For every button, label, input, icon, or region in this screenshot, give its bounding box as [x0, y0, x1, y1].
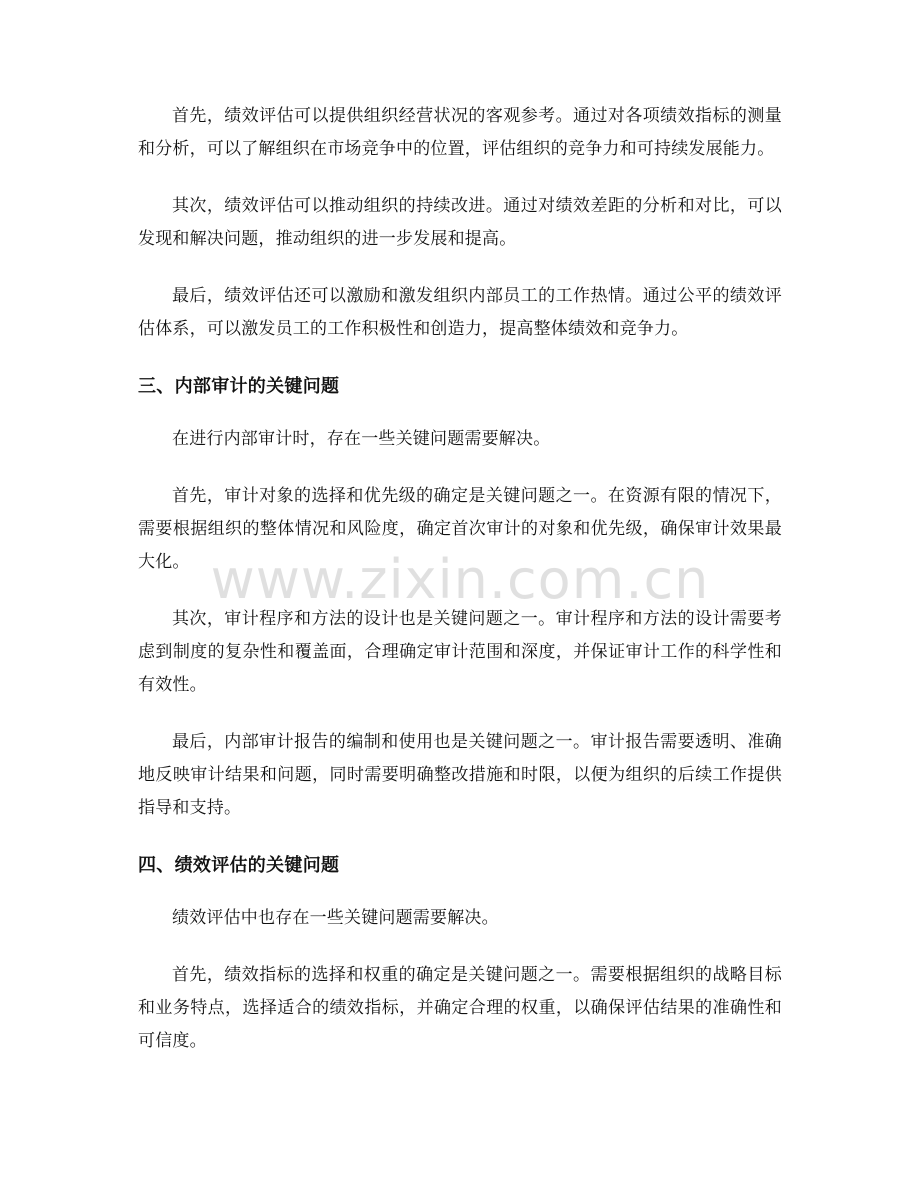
document-page	[138, 100, 782, 1082]
paragraph: 其次，绩效评估可以推动组织的持续改进。通过对绩效差距的分析和对比，可以发现和解决问题，推动组织的进一步发展和提高。	[138, 196, 782, 249]
paragraph: 其次，审计程序和方法的设计也是关键问题之一。审计程序和方法的设计需要考虑到制度的复杂性和覆盖面，合理确定审计范围和深度，并保证审计工作的科学性和有效性。	[138, 609, 782, 695]
paragraph: 最后，内部审计报告的编制和使用也是关键问题之一。审计报告需要透明、准确地反映审计结果和问题，同时需要明确整改措施和时限，以便为组织的后续工作提供指导和支持。	[138, 732, 782, 818]
watermark: www.zixin.com.cn	[210, 548, 710, 611]
paragraph: 在进行内部审计时，存在一些关键问题需要解决。	[172, 429, 551, 449]
paragraph: 首先，审计对象的选择和优先级的确定是关键问题之一。在资源有限的情况下，需要根据组织的整体情况和风险度，确定首次审计的对象和优先级，确保审计效果最大化。	[138, 486, 782, 572]
paragraph: 绩效评估中也存在一些关键问题需要解决。	[172, 908, 499, 928]
paragraph: 首先，绩效指标的选择和权重的确定是关键问题之一。需要根据组织的战略目标和业务特点，选择适合的绩效指标，并确定合理的权重，以确保评估结果的准确性和可信度。	[138, 965, 782, 1051]
paragraph: 最后，绩效评估还可以激励和激发组织内部员工的工作热情。通过公平的绩效评估体系，可以激发员工的工作积极性和创造力，提高整体绩效和竞争力。	[138, 286, 782, 339]
paragraph: 首先，绩效评估可以提供组织经营状况的客观参考。通过对各项绩效指标的测量和分析，可以了解组织在市场竞争中的位置，评估组织的竞争力和可持续发展能力。	[138, 106, 782, 159]
section-heading: 三、内部审计的关键问题	[138, 376, 340, 397]
section-heading: 四、绩效评估的关键问题	[138, 855, 340, 876]
